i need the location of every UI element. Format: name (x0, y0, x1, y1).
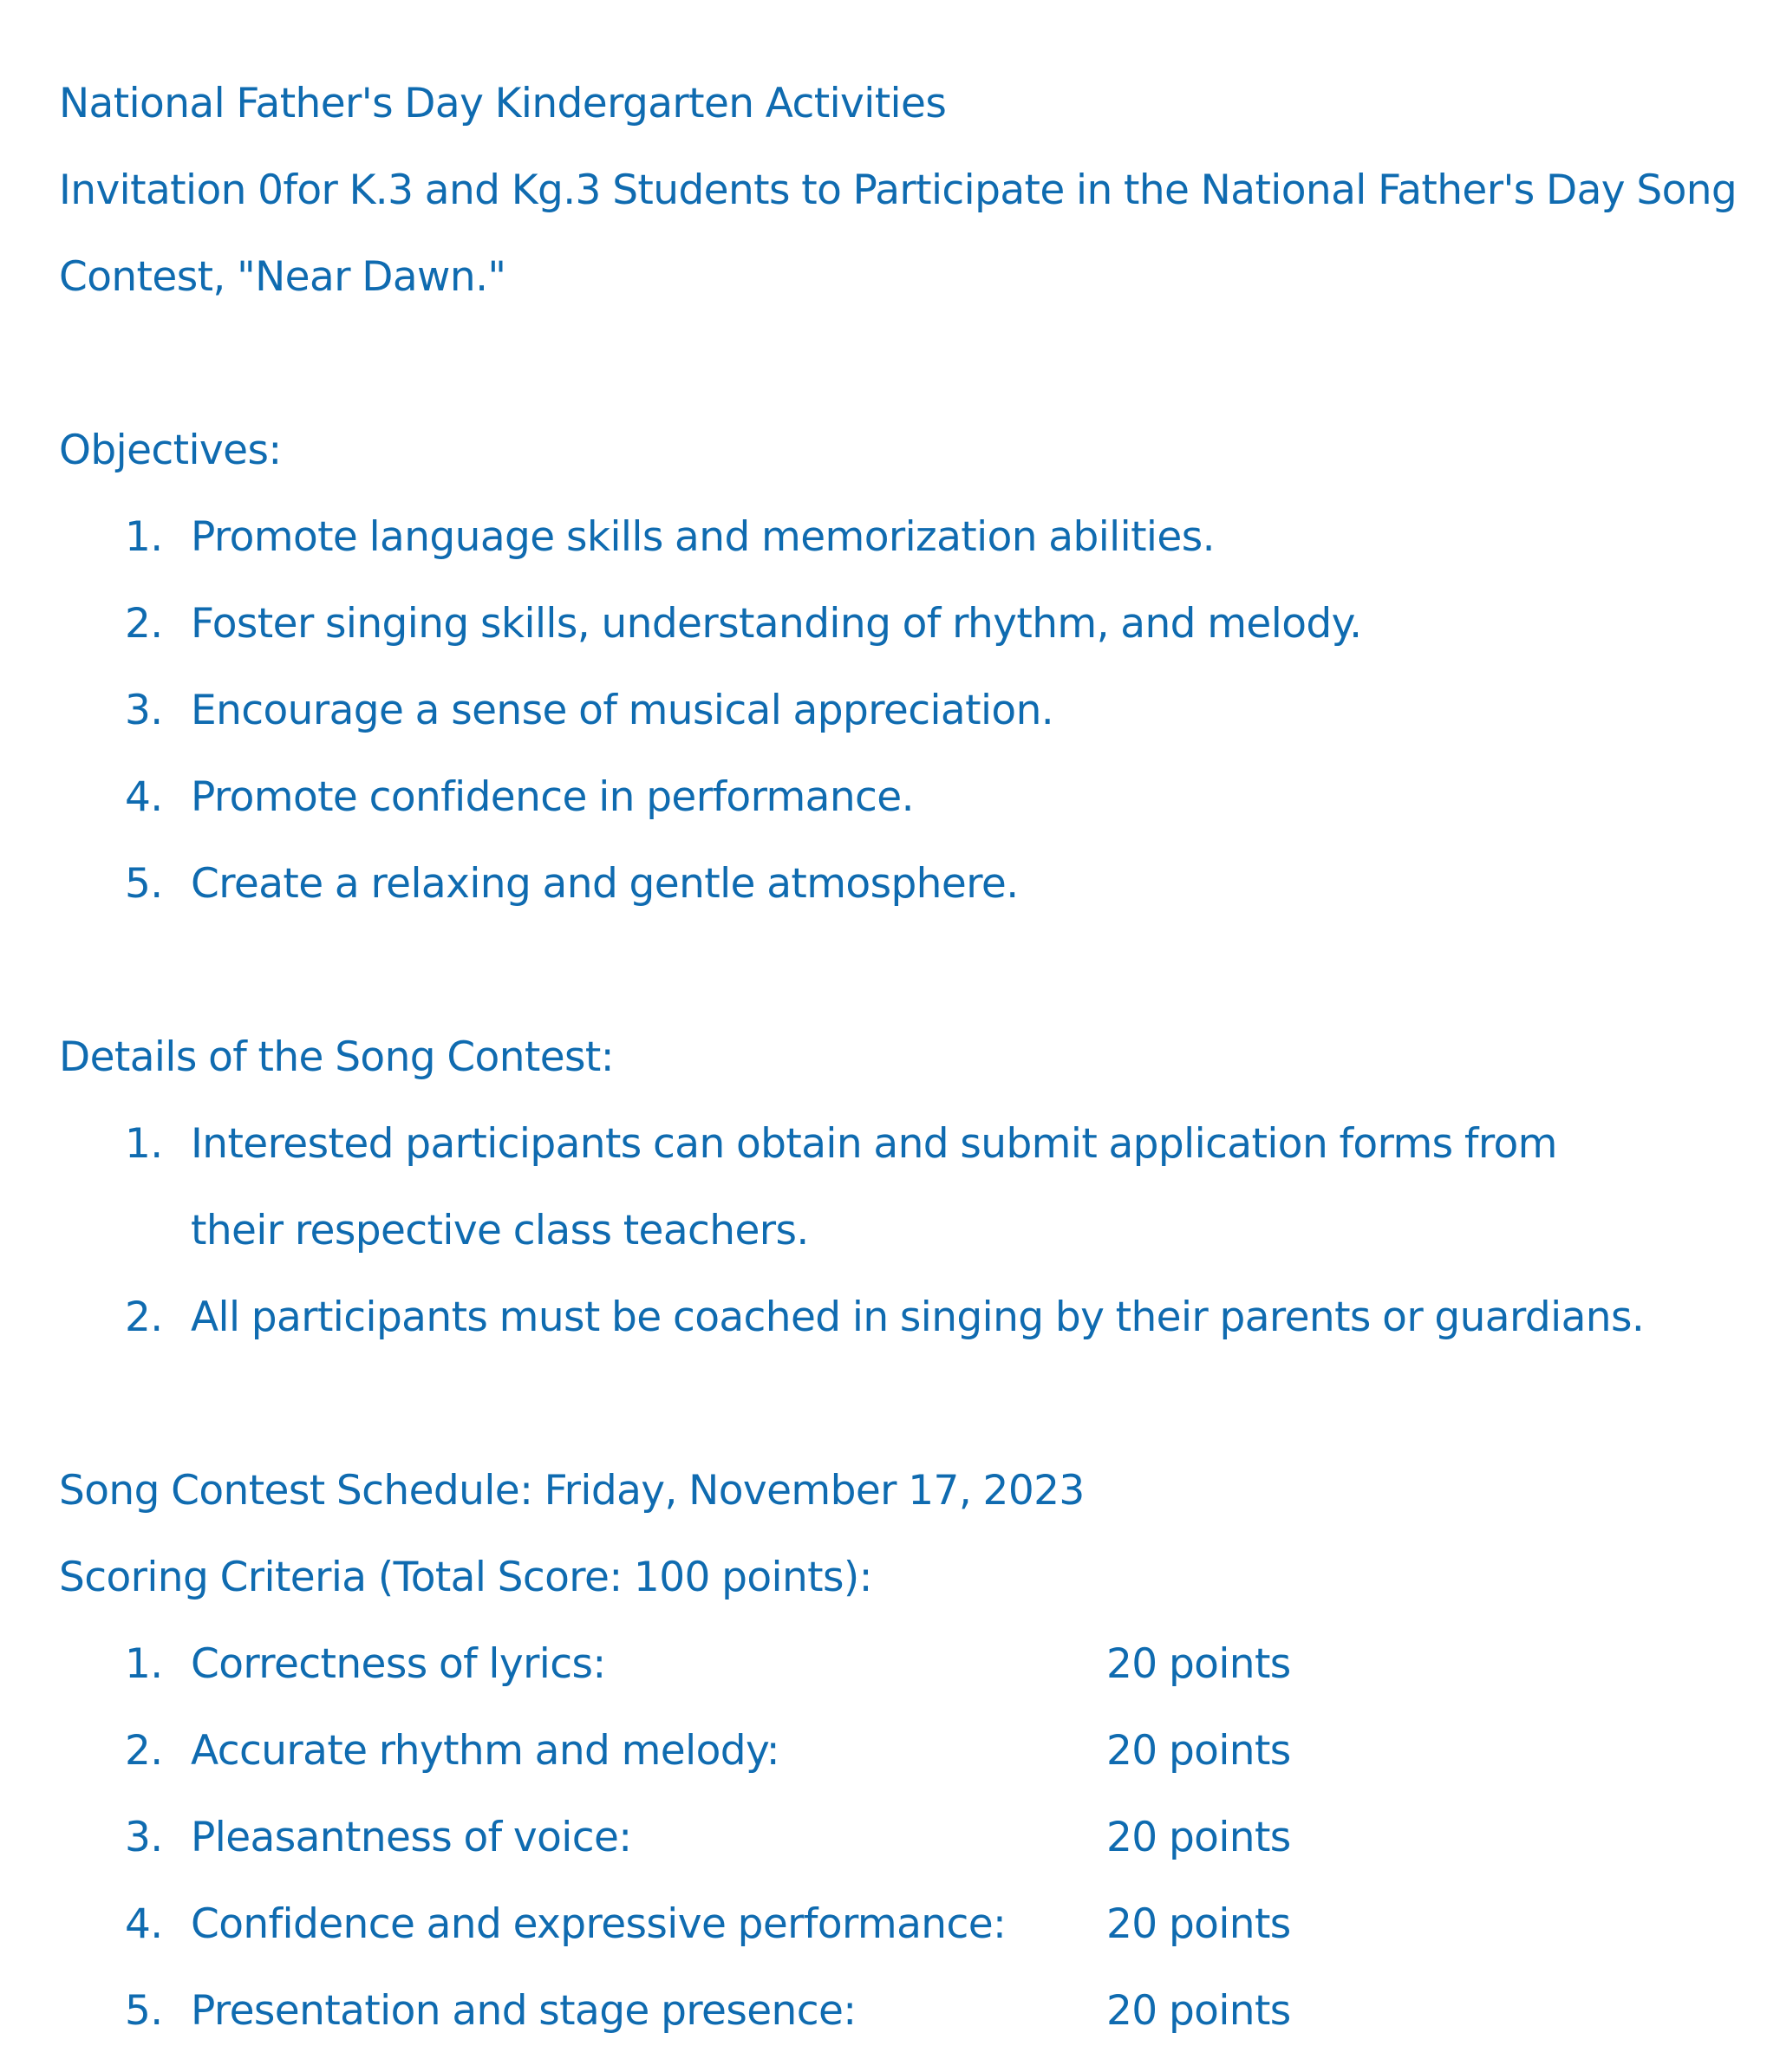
list-number: 3. (125, 1814, 163, 1861)
list-number: 1. (125, 513, 163, 561)
criterion-label: Pleasantness of voice: (191, 1814, 632, 1861)
list-item (59, 1795, 1750, 1881)
list-number: 4. (125, 1900, 163, 1948)
criterion-label: Presentation and stage presence: (191, 1987, 857, 2035)
list-item (59, 1621, 1750, 1708)
criterion-points: 20 points (1106, 1987, 1291, 2035)
list-item (59, 1881, 1750, 1968)
criterion-label: Accurate rhythm and melody: (191, 1727, 779, 1775)
list-number: 4. (125, 773, 163, 821)
details-heading: Details of the Song Contest: (59, 1033, 615, 1081)
spacer (59, 928, 1750, 1014)
list-number: 2. (125, 1727, 163, 1775)
criterion-points: 20 points (1106, 1640, 1291, 1688)
list-number: 2. (125, 600, 163, 648)
list-item (59, 1274, 1750, 1361)
objectives-heading: Objectives: (59, 427, 282, 474)
list-number: 2. (125, 1293, 163, 1341)
document-page (59, 61, 1750, 2055)
list-text: Encourage a sense of musical appreciation. (191, 687, 1054, 734)
list-item (59, 668, 1750, 754)
list-item (59, 841, 1750, 928)
scoring-heading: Scoring Criteria (Total Score: 100 points): (59, 1554, 872, 1601)
list-number: 1. (125, 1120, 163, 1168)
list-text: Foster singing skills, understanding of rhythm, and melody. (191, 600, 1362, 648)
document-title: National Father's Day Kindergarten Activities (59, 80, 947, 127)
criterion-points: 20 points (1106, 1900, 1291, 1948)
list-number: 5. (125, 1987, 163, 2035)
objectives-list (59, 494, 1750, 928)
criterion-points: 20 points (1106, 1727, 1291, 1775)
list-item (59, 1708, 1750, 1795)
list-item (59, 1101, 1750, 1274)
list-item (59, 1968, 1750, 2055)
list-text: Create a relaxing and gentle atmosphere. (191, 860, 1019, 908)
list-text: All participants must be coached in singing by their parents or guardians. (191, 1293, 1645, 1341)
spacer (59, 1361, 1750, 1448)
list-text: Promote confidence in performance. (191, 773, 914, 821)
invitation-line-1: Invitation 0for K.3 and Kg.3 Students to Participate in the National Father's Day Song (59, 166, 1738, 214)
criterion-points: 20 points (1106, 1814, 1291, 1861)
scoring-list (59, 1621, 1750, 2055)
list-number: 5. (125, 860, 163, 908)
contest-schedule: Song Contest Schedule: Friday, November 17, 2023 (59, 1467, 1085, 1515)
invitation-line-2: Contest, "Near Dawn." (59, 253, 506, 301)
details-list (59, 1101, 1750, 1361)
list-text: Interested participants can obtain and submit application forms from their respective class teachers. (191, 1120, 1557, 1254)
list-item (59, 581, 1750, 668)
list-item (59, 494, 1750, 581)
list-item (59, 754, 1750, 841)
list-text: Promote language skills and memorization abilities. (191, 513, 1215, 561)
criterion-label: Confidence and expressive performance: (191, 1900, 1007, 1948)
list-number: 1. (125, 1640, 163, 1688)
criterion-label: Correctness of lyrics: (191, 1640, 606, 1688)
list-number: 3. (125, 687, 163, 734)
spacer (59, 321, 1750, 407)
